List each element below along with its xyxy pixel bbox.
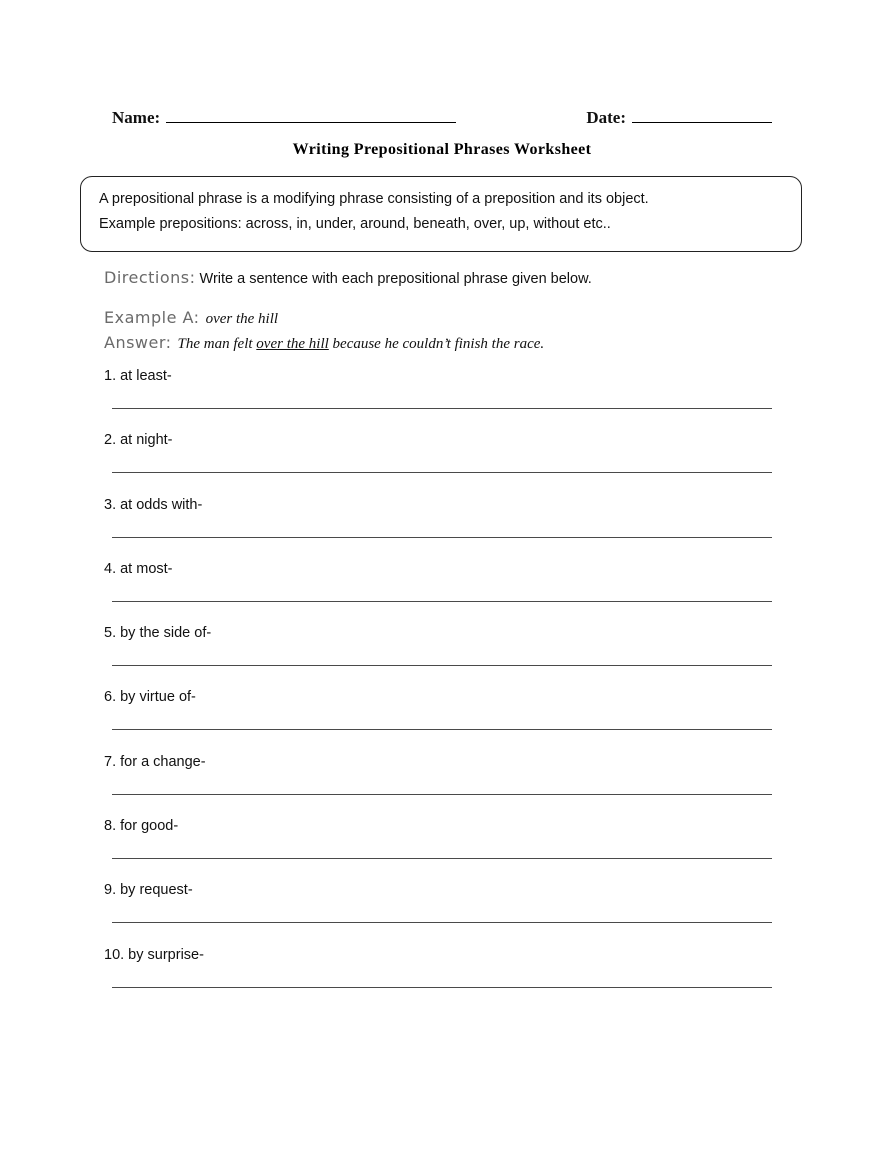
question-list xyxy=(104,368,772,1011)
list-item xyxy=(104,947,772,1011)
list-item xyxy=(104,432,772,496)
list-item-label: 5. by the side of- xyxy=(104,625,212,642)
list-item xyxy=(104,689,772,753)
date-input-line[interactable] xyxy=(632,109,772,123)
answer-phrase: over the hill xyxy=(256,336,329,352)
answer-text xyxy=(178,336,545,353)
list-item-label: 6. by virtue of- xyxy=(104,689,196,706)
list-item-label: 3. at odds with- xyxy=(104,496,203,513)
name-input-line[interactable] xyxy=(166,109,456,123)
answer-write-line[interactable] xyxy=(112,408,772,409)
directions xyxy=(104,268,592,287)
answer-text-after: because he couldn’t finish the race. xyxy=(328,336,545,352)
answer-write-line[interactable] xyxy=(112,987,772,988)
answer-write-line[interactable] xyxy=(112,858,772,859)
name-label: Name: xyxy=(112,108,161,127)
answer-write-line[interactable] xyxy=(112,922,772,923)
name-field-group xyxy=(112,108,456,128)
list-item xyxy=(104,625,772,689)
list-item-label: 10. by surprise- xyxy=(104,946,204,963)
answer-write-line[interactable] xyxy=(112,472,772,473)
list-item-label: 8. for good- xyxy=(104,818,179,835)
list-item xyxy=(104,818,772,882)
list-item xyxy=(104,368,772,432)
example-text: over the hill xyxy=(205,311,279,327)
list-item xyxy=(104,754,772,818)
directions-text: Write a sentence with each prepositional phrase given below. xyxy=(199,271,592,287)
definition-line-2: Example prepositions: across, in, under, around, beneath, over, up, without etc.. xyxy=(99,216,611,232)
definition-line-1: A prepositional phrase is a modifying phrase consisting of a preposition and its object. xyxy=(99,191,649,207)
list-item xyxy=(104,561,772,625)
date-label: Date: xyxy=(586,108,626,127)
page-title: Writing Prepositional Phrases Worksheet xyxy=(292,141,592,158)
list-item-label: 7. for a change- xyxy=(104,753,206,770)
date-field-group xyxy=(586,108,772,128)
answer-text-before: The man felt xyxy=(177,336,257,352)
list-item xyxy=(104,497,772,561)
answer-label: Answer: xyxy=(104,333,172,352)
list-item xyxy=(104,882,772,946)
directions-label: Directions: xyxy=(104,268,196,287)
answer-write-line[interactable] xyxy=(112,601,772,602)
answer-write-line[interactable] xyxy=(112,537,772,538)
answer-write-line[interactable] xyxy=(112,729,772,730)
answer-write-line[interactable] xyxy=(112,794,772,795)
list-item-label: 1. at least- xyxy=(104,368,172,384)
example-label: Example A: xyxy=(104,308,200,327)
list-item-label: 2. at night- xyxy=(104,432,173,449)
list-item-label: 4. at most- xyxy=(104,560,173,577)
example xyxy=(104,308,278,328)
definition-box xyxy=(80,176,802,252)
list-item-label: 9. by request- xyxy=(104,882,193,899)
header xyxy=(112,108,772,134)
answer-write-line[interactable] xyxy=(112,665,772,666)
example-answer xyxy=(104,333,544,353)
